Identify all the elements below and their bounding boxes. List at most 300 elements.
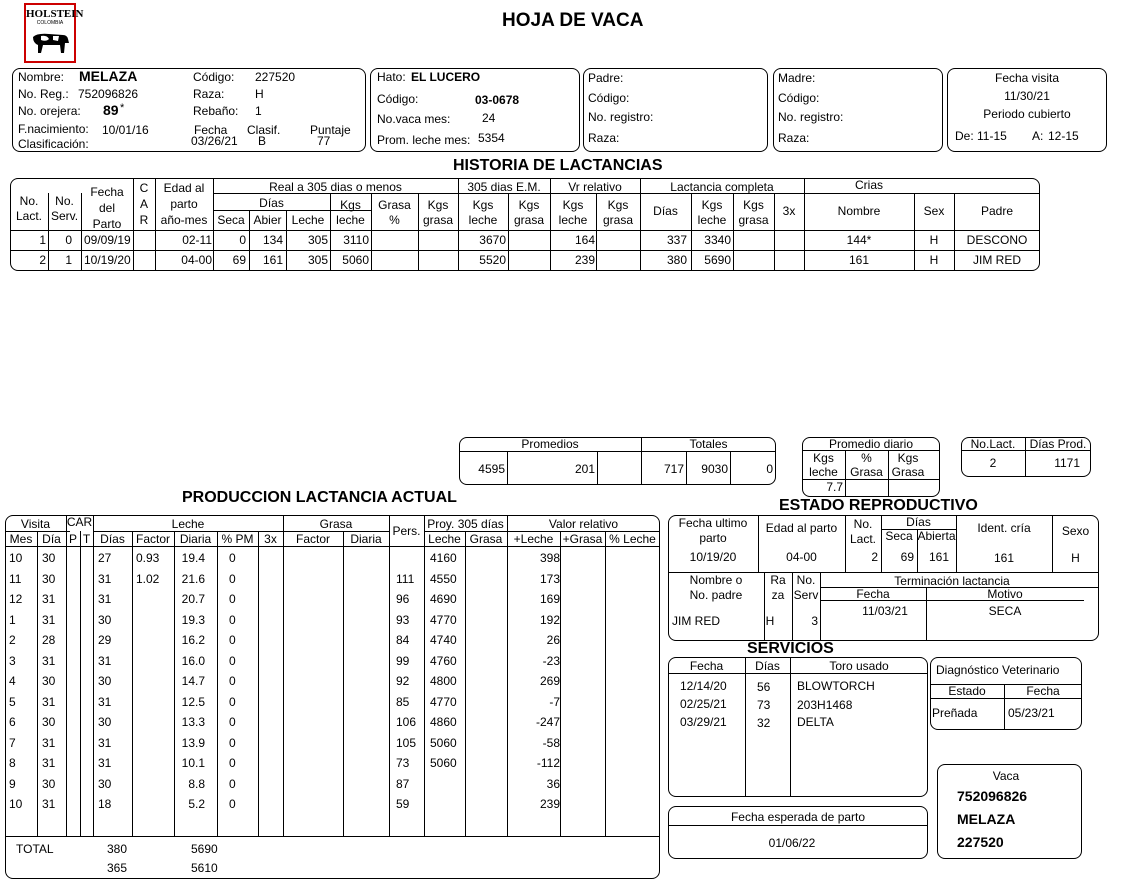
prod-cell-diaria: 19.3 xyxy=(181,612,205,627)
promdiario-gp2: Grasa xyxy=(850,465,883,479)
padre-codigo-label: Código: xyxy=(588,91,630,105)
h-em-kg2: grasa xyxy=(513,213,545,227)
prod-cell-proy: 4740 xyxy=(430,633,457,647)
hato-label: Hato: xyxy=(377,70,406,84)
vaca-reg: 752096826 xyxy=(957,788,1028,804)
prod-cell-dia: 31 xyxy=(42,756,56,770)
prod-cell-diaria: 13.9 xyxy=(181,735,205,750)
servicio-dias: 56 xyxy=(757,680,771,694)
prod-cell-pm: 0 xyxy=(229,776,236,791)
noreg-label: No. Reg.: xyxy=(18,87,69,101)
prod-cell-dias: 31 xyxy=(98,571,112,586)
vaca-codigo: 227520 xyxy=(957,834,1004,850)
prod-cell-diaria: 14.7 xyxy=(181,674,205,688)
servicio-toro: BLOWTORCH xyxy=(797,679,875,693)
esperada-label: Fecha esperada de parto xyxy=(730,810,866,824)
eh-nombre2: No. padre xyxy=(689,588,743,602)
estado-raza: H xyxy=(765,614,775,628)
prod-cell-dias: 30 xyxy=(98,776,112,791)
prod-title: PRODUCCION LACTANCIA ACTUAL xyxy=(182,489,457,506)
eh-nolact2: Lact. xyxy=(849,532,876,546)
cow-noreg: 752096826 xyxy=(78,87,139,101)
h-nolact2: Lact. xyxy=(15,209,42,223)
cow-icon xyxy=(29,29,71,57)
historia-title: HISTORIA DE LACTANCIAS xyxy=(453,157,663,174)
prod-cell-pm: 0 xyxy=(229,797,236,811)
ph-visita: Visita xyxy=(20,517,51,531)
ph-car: CAR xyxy=(66,515,93,529)
prod-cell-proy: 4800 xyxy=(430,674,457,688)
prod-cell-pm: 0 xyxy=(229,551,236,565)
logo-brand: HOLSTEIN xyxy=(26,8,84,20)
prod-cell-dias: 30 xyxy=(98,674,112,688)
servicio-dias: 73 xyxy=(757,698,771,712)
prod-cell-proy: 4770 xyxy=(430,612,457,627)
prod-cell-dias: 31 xyxy=(98,592,112,606)
h-edad1: Edad al xyxy=(163,181,205,195)
servicio-toro: 203H1468 xyxy=(797,698,853,712)
prod-cell-val: -112 xyxy=(536,756,560,770)
prod-cell-dia: 30 xyxy=(42,571,56,586)
total-dias-305: 365 xyxy=(107,861,128,875)
puntaje-value: 77 xyxy=(317,134,331,148)
row-kgs: 3110 xyxy=(343,233,369,247)
eh-nolact1: No. xyxy=(853,517,873,531)
prod-cell-dia: 31 xyxy=(42,735,56,750)
logo-subtitle: COLOMBIA xyxy=(36,20,64,26)
prod-cell-pers: 92 xyxy=(396,674,410,688)
estado-serv: 3 xyxy=(811,614,818,628)
prod-cell-mes: 5 xyxy=(9,694,16,709)
row-lck: 5690 xyxy=(704,253,731,267)
h-noserv: No. xyxy=(55,194,74,208)
eh-dias: Días xyxy=(906,515,931,529)
totales-v3: 0 xyxy=(766,462,773,476)
servicios-title: SERVICIOS xyxy=(747,640,834,657)
prod-cell-proy: 4760 xyxy=(430,653,457,668)
nombre-label: Nombre: xyxy=(18,70,65,84)
row-vr: 239 xyxy=(574,253,595,267)
diag-estado-label: Estado xyxy=(948,684,986,698)
prod-cell-pers: 85 xyxy=(396,694,410,709)
ph-vleche: +Leche xyxy=(513,532,554,546)
prod-cell-pers: 96 xyxy=(396,592,410,606)
h-dias: Días xyxy=(259,196,284,210)
totales-v2: 9030 xyxy=(701,462,728,476)
h-car3: R xyxy=(139,213,149,227)
prod-cell-proy: 4860 xyxy=(430,715,457,729)
row-fecha: 10/19/20 xyxy=(84,253,131,267)
h-seca: Seca xyxy=(217,213,245,227)
eh-edad: Edad al parto xyxy=(765,521,838,535)
h-em-kl1: Kgs xyxy=(472,198,494,212)
ph-pgrasa: Grasa xyxy=(469,532,503,546)
page-title: HOJA DE VACA xyxy=(502,10,644,31)
sh-toro: Toro usado xyxy=(829,659,889,673)
row-serv: 1 xyxy=(65,253,72,267)
h-grasapct2: % xyxy=(389,213,400,227)
cow-raza: H xyxy=(255,87,264,101)
rebano-label: Rebaño: xyxy=(193,104,239,118)
prod-cell-proy: 5060 xyxy=(430,735,457,750)
prod-cell-diaria: 16.2 xyxy=(181,633,205,647)
servicio-dias: 32 xyxy=(757,716,771,730)
ph-leche: Leche xyxy=(171,517,205,531)
de-value: 11-15 xyxy=(977,129,1007,143)
h-vr-kg1: Kgs xyxy=(607,198,629,212)
prod-cell-proy: 4770 xyxy=(430,694,457,709)
diag-title: Diagnóstico Veterinario xyxy=(936,663,1060,677)
prod-cell-diaria: 12.5 xyxy=(181,694,205,709)
row-em: 5520 xyxy=(479,253,506,267)
servicio-fecha: 02/25/21 xyxy=(680,697,727,711)
codigo-label: Código: xyxy=(193,70,235,84)
madre-codigo-label: Código: xyxy=(778,91,820,105)
prod-cell-diaria: 13.3 xyxy=(181,715,205,729)
prod-cell-factor: 0.93 xyxy=(136,551,160,565)
cow-name: MELAZA xyxy=(79,68,138,84)
prod-cell-mes: 9 xyxy=(9,776,16,791)
row-sexo: H xyxy=(929,253,939,267)
ph-pm: % PM xyxy=(221,532,254,546)
prod-cell-dias: 31 xyxy=(98,653,112,668)
prod-cell-factor: 1.02 xyxy=(136,571,160,586)
h-vr-kl2: leche xyxy=(558,213,588,227)
eh-ident: Ident. cría xyxy=(977,521,1031,535)
prod-cell-dias: 27 xyxy=(98,551,112,565)
estado-abierta: 161 xyxy=(928,550,949,564)
novaca-label: No.vaca mes: xyxy=(377,112,451,126)
estado-motivo: SECA xyxy=(988,604,1022,618)
madre-registro-label: No. registro: xyxy=(778,110,844,124)
eh-term: Terminación lactancia xyxy=(894,574,1010,588)
row-seca: 69 xyxy=(232,253,246,267)
sh-fecha: Fecha xyxy=(689,659,724,673)
madre-label: Madre: xyxy=(778,71,816,85)
promdiario-label: Promedio diario xyxy=(828,437,914,451)
prod-cell-mes: 4 xyxy=(9,674,16,688)
h-fecha3: Parto xyxy=(92,217,122,231)
h-car2: A xyxy=(139,197,148,211)
h-vr-kg2: grasa xyxy=(602,213,634,227)
promdiario-kg2: Grasa xyxy=(891,465,925,479)
prod-cell-pm: 0 xyxy=(229,694,236,709)
estado-seca: 69 xyxy=(900,550,914,564)
ph-pleche: Leche xyxy=(428,532,461,546)
ph-dia: Día xyxy=(42,532,61,546)
padre-label: Padre: xyxy=(588,71,624,85)
prod-cell-diaria: 8.8 xyxy=(188,776,205,791)
prod-cell-val: 269 xyxy=(539,674,560,688)
row-edad: 04-00 xyxy=(181,253,212,267)
clasif-fecha-label: Fecha xyxy=(194,123,228,137)
row-seca: 0 xyxy=(239,233,246,247)
prod-cell-dia: 30 xyxy=(42,776,56,791)
eh-motivo: Motivo xyxy=(987,587,1023,601)
prod-cell-diaria: 19.4 xyxy=(181,551,205,565)
prod-cell-pm: 0 xyxy=(229,571,236,586)
h-lc-kl1: Kgs xyxy=(701,198,723,212)
h-lc-kl2: leche xyxy=(697,213,727,227)
h-kgsgrasa1: Kgs xyxy=(427,198,449,212)
prod-cell-pers: 105 xyxy=(396,735,417,750)
prod-cell-dia: 31 xyxy=(42,694,56,709)
periodo-label: Periodo cubierto xyxy=(983,107,1071,121)
h-car1: C xyxy=(139,181,149,195)
clasif-label: Clasif. xyxy=(247,123,281,137)
ph-mes: Mes xyxy=(9,532,33,546)
prod-cell-val: -58 xyxy=(542,735,560,750)
prod-cell-dias: 31 xyxy=(98,756,112,770)
diag-fecha: 05/23/21 xyxy=(1008,706,1055,720)
eh-sexo: Sexo xyxy=(1061,524,1090,538)
prod-cell-val: 173 xyxy=(539,571,560,586)
orejera-label: No. orejera: xyxy=(18,104,81,118)
diag-estado: Preñada xyxy=(932,706,978,720)
promdiario-kl1: Kgs xyxy=(813,451,834,465)
hato-codigo-label: Código: xyxy=(377,92,419,106)
row-leche: 305 xyxy=(307,233,328,247)
diag-fecha-label: Fecha xyxy=(1026,684,1060,698)
padre-raza-label: Raza: xyxy=(588,131,620,145)
row-leche: 305 xyxy=(307,253,328,267)
h-crias: Crias xyxy=(854,178,883,192)
h-lc-kg2: grasa xyxy=(738,213,769,227)
prod-cell-proy: 4690 xyxy=(430,592,457,606)
prod-cell-dia: 31 xyxy=(42,612,56,627)
h-fecha1: Fecha xyxy=(90,185,124,199)
visita-fecha: 11/30/21 xyxy=(1004,89,1050,103)
diasprod-label: Días Prod. xyxy=(1029,437,1087,451)
h-cria-nombre: Nombre xyxy=(837,204,881,218)
h-leche: Leche xyxy=(291,213,325,227)
promedios-v1: 4595 xyxy=(478,462,505,476)
promdiario-val: 7.7 xyxy=(826,480,843,494)
h-vr-kl1: Kgs xyxy=(562,198,584,212)
row-vr: 164 xyxy=(574,233,595,247)
clasif-fecha: 03/26/21 xyxy=(191,134,238,148)
prod-cell-dia: 31 xyxy=(42,797,56,811)
visita-label: Fecha visita xyxy=(994,71,1060,85)
prod-cell-mes: 7 xyxy=(9,735,16,750)
cow-orejera: 89 xyxy=(103,102,119,118)
servicio-toro: DELTA xyxy=(797,715,834,729)
row-sexo: H xyxy=(929,233,939,247)
raza-label: Raza: xyxy=(193,87,225,101)
row-lcd: 380 xyxy=(666,253,687,267)
prod-cell-pers: 99 xyxy=(396,653,410,668)
a-label: A: xyxy=(1032,129,1044,143)
prod-cell-diaria: 5.2 xyxy=(188,797,205,811)
sh-dias: Días xyxy=(755,659,780,673)
promedios-label: Promedios xyxy=(521,437,579,451)
nolact-label: No.Lact. xyxy=(970,437,1016,451)
eh-serv2: Serv xyxy=(793,588,819,602)
h-kgsleche2: leche xyxy=(336,213,365,227)
ph-p: P xyxy=(68,532,77,546)
prod-cell-val: -23 xyxy=(542,653,560,668)
prod-cell-val: 239 xyxy=(539,797,560,811)
prod-cell-diaria: 21.6 xyxy=(181,571,205,586)
prod-cell-dias: 30 xyxy=(98,715,112,729)
prod-cell-mes: 3 xyxy=(9,653,16,668)
prod-cell-val: 192 xyxy=(539,612,560,627)
prod-cell-pm: 0 xyxy=(229,653,236,668)
row-kgs: 5060 xyxy=(342,253,369,267)
prod-cell-val: 398 xyxy=(539,551,560,565)
prod-cell-mes: 10 xyxy=(9,797,23,811)
row-edad: 02-11 xyxy=(182,233,212,247)
prod-cell-mes: 6 xyxy=(9,715,16,729)
row-abier: 161 xyxy=(262,253,283,267)
total-label: TOTAL xyxy=(16,842,54,856)
eh-fecha1: Fecha ultimo xyxy=(678,516,748,530)
prod-cell-pm: 0 xyxy=(229,592,236,606)
promdiario-kl2: leche xyxy=(809,465,838,479)
prod-cell-dia: 30 xyxy=(42,715,56,729)
eh-tfecha: Fecha xyxy=(856,587,890,601)
prod-cell-pm: 0 xyxy=(229,756,236,770)
estado-tfecha: 11/03/21 xyxy=(862,604,908,618)
ph-gfactor: Factor xyxy=(295,532,330,546)
h-fecha2: del xyxy=(98,201,115,215)
h-lc-3x: 3x xyxy=(782,204,796,218)
prod-cell-mes: 11 xyxy=(9,571,22,586)
prod-cell-diaria: 10.1 xyxy=(181,756,205,770)
eh-fecha2: parto xyxy=(699,531,727,545)
ph-diaria: Diaria xyxy=(179,532,212,546)
prod-cell-pers: 73 xyxy=(396,756,410,770)
estado-fecha: 10/19/20 xyxy=(689,550,737,564)
eh-raza2: za xyxy=(771,588,785,602)
hato-codigo: 03-0678 xyxy=(475,93,520,107)
prod-cell-val: 26 xyxy=(546,633,560,647)
prod-cell-pers: 93 xyxy=(396,612,410,627)
prod-cell-dias: 29 xyxy=(98,633,112,647)
row-lact: 2 xyxy=(39,253,46,267)
total-leche-305: 5610 xyxy=(191,861,218,875)
ph-dias: Días xyxy=(100,532,125,546)
row-padre: JIM RED xyxy=(973,253,1021,267)
h-grasapct1: Grasa xyxy=(378,198,411,212)
clasif-value: B xyxy=(258,134,267,148)
holstein-logo xyxy=(24,3,84,63)
ph-valor: Valor relativo xyxy=(548,517,619,531)
prod-cell-pm: 0 xyxy=(229,715,236,729)
diasprod-value: 1171 xyxy=(1054,456,1080,470)
prod-cell-dias: 31 xyxy=(98,735,112,750)
ph-pers: Pers. xyxy=(392,524,421,538)
row-lcd: 337 xyxy=(666,233,687,247)
eh-seca: Seca xyxy=(885,529,913,543)
ph-3x: 3x xyxy=(264,532,277,546)
total-leche: 5690 xyxy=(191,842,218,856)
servicio-fecha: 12/14/20 xyxy=(680,679,727,693)
prod-cell-mes: 2 xyxy=(9,633,16,647)
h-cria-padre: Padre xyxy=(980,204,1014,218)
ph-grasa: Grasa xyxy=(319,517,353,531)
prod-cell-mes: 12 xyxy=(9,592,23,606)
row-lck: 3340 xyxy=(704,233,731,247)
row-serv: 0 xyxy=(65,233,72,247)
prod-cell-dias: 18 xyxy=(98,797,112,811)
vaca-nombre: MELAZA xyxy=(957,811,1016,827)
prod-cell-pm: 0 xyxy=(229,612,236,627)
prod-cell-pers: 59 xyxy=(396,797,410,811)
h-kgsleche1: Kgs xyxy=(340,198,361,212)
row-abier: 134 xyxy=(262,233,283,247)
cow-codigo: 227520 xyxy=(255,70,296,84)
prod-cell-proy: 5060 xyxy=(430,756,457,770)
h-real305: Real a 305 dias o menos xyxy=(269,180,402,194)
prod-cell-mes: 1 xyxy=(9,612,16,627)
prod-cell-dia: 28 xyxy=(42,633,56,647)
prod-cell-dias: 30 xyxy=(98,612,112,627)
estado-edad: 04-00 xyxy=(786,550,817,564)
h-lc: Lactancia completa xyxy=(670,180,774,194)
prod-cell-pm: 0 xyxy=(229,674,236,688)
prod-cell-diaria: 16.0 xyxy=(181,653,205,668)
fnac-label: F.nacimiento: xyxy=(18,122,89,136)
puntaje-label: Puntaje xyxy=(310,123,351,137)
prod-cell-dias: 31 xyxy=(98,694,112,709)
totales-v1: 717 xyxy=(663,462,684,476)
h-lc-kg1: Kgs xyxy=(743,198,764,212)
eh-nombre1: Nombre o xyxy=(689,573,743,587)
vaca-label: Vaca xyxy=(992,769,1020,783)
ph-vgrasa: +Grasa xyxy=(562,532,603,546)
prod-cell-proy: 4550 xyxy=(430,571,457,586)
eh-abierta: Abierta xyxy=(917,529,956,543)
orejera-asterisk: * xyxy=(120,102,125,114)
estado-sexo: H xyxy=(1071,551,1080,565)
de-label: De: xyxy=(955,129,974,143)
eh-raza1: Ra xyxy=(770,573,786,587)
novaca-value: 24 xyxy=(482,111,496,125)
prod-cell-dia: 31 xyxy=(42,653,56,668)
prod-cell-val: -247 xyxy=(535,715,560,729)
ph-gdiaria: Diaria xyxy=(350,532,382,546)
row-em: 3670 xyxy=(479,233,506,247)
padre-registro-label: No. registro: xyxy=(588,110,654,124)
totales-label: Totales xyxy=(689,437,728,451)
madre-raza-label: Raza: xyxy=(778,131,810,145)
servicio-fecha: 03/29/21 xyxy=(680,715,727,729)
promdiario-gp1: % xyxy=(861,451,872,465)
cow-fnac: 10/01/16 xyxy=(102,123,149,137)
hato-name: EL LUCERO xyxy=(411,70,481,84)
prom-leche-value: 5354 xyxy=(478,131,505,145)
prod-cell-diaria: 20.7 xyxy=(181,592,205,606)
h-noserv2: Serv. xyxy=(50,209,79,223)
prod-cell-pers: 84 xyxy=(396,633,410,647)
h-vr: Vr relativo xyxy=(568,180,622,194)
prod-cell-pm: 0 xyxy=(229,633,236,647)
prod-cell-mes: 8 xyxy=(9,756,16,770)
row-fecha: 09/09/19 xyxy=(84,233,131,247)
total-dias: 380 xyxy=(107,842,128,856)
promdiario-kg1: Kgs xyxy=(897,451,919,465)
ph-vpct: % Leche xyxy=(609,532,656,546)
h-abier: Abier xyxy=(253,213,282,227)
row-padre: DESCONO xyxy=(966,233,1028,247)
prod-cell-val: -7 xyxy=(549,694,560,709)
a-value: 12-15 xyxy=(1048,129,1079,143)
h-em-kg1: Kgs xyxy=(518,198,540,212)
clasificacion-label: Clasificación: xyxy=(18,137,89,151)
prod-cell-pm: 0 xyxy=(229,735,236,750)
prod-cell-val: 36 xyxy=(546,776,560,791)
